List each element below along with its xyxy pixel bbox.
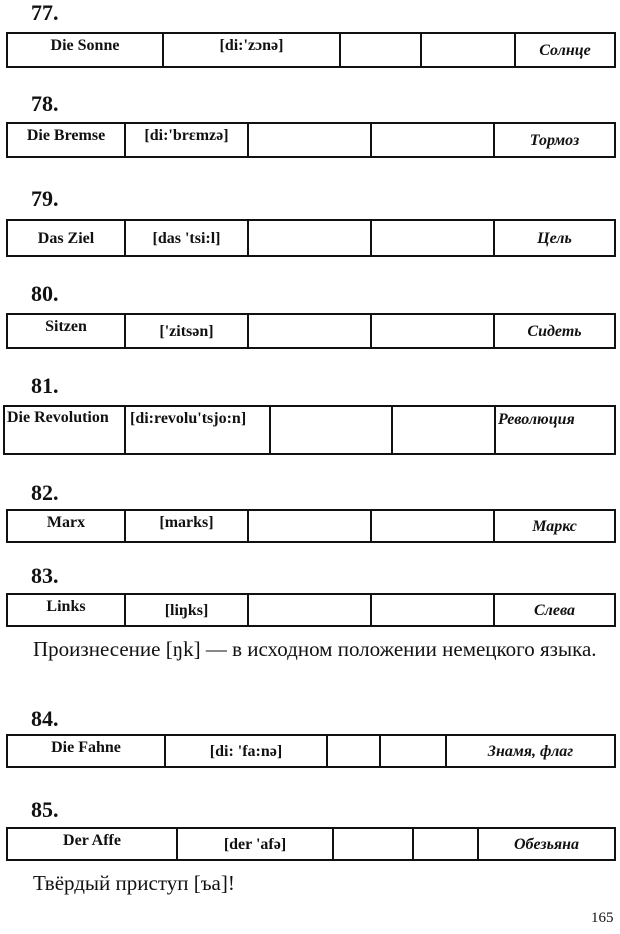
translation: Обезьяна [478, 828, 615, 860]
entry-number: 77. [31, 0, 59, 25]
translation: Маркс [494, 510, 615, 542]
entry-number: 83. [31, 563, 59, 588]
german-word: Die Fahne [7, 735, 165, 767]
blank-cell [413, 828, 478, 860]
blank-cell [371, 220, 494, 256]
entry-number: 80. [31, 281, 59, 306]
blank-cell [371, 123, 494, 157]
word-table [6, 32, 616, 68]
blank-cell [248, 594, 371, 626]
word-table [6, 219, 616, 257]
word-table [3, 405, 616, 455]
translation: Тормоз [494, 123, 615, 157]
entry-number: 79. [31, 186, 59, 211]
blank-cell [248, 510, 371, 542]
transcription: [di: 'fa:nə] [165, 735, 327, 767]
translation: Революция [495, 406, 615, 454]
transcription: ['zitsən] [125, 314, 248, 348]
word-table [6, 313, 616, 349]
transcription: [di:'brɛmzə] [125, 123, 248, 157]
translation: Солнце [515, 33, 615, 67]
blank-cell [248, 220, 371, 256]
german-word: Die Sonne [7, 33, 163, 67]
blank-cell [327, 735, 380, 767]
translation: Слева [494, 594, 615, 626]
blank-cell [371, 314, 494, 348]
german-word: Die Bremse [7, 123, 125, 157]
transcription: [marks] [125, 510, 248, 542]
blank-cell [270, 406, 392, 454]
transcription: [das 'tsi:l] [125, 220, 248, 256]
entry-number: 81. [31, 373, 59, 398]
translation: Сидеть [494, 314, 615, 348]
blank-cell [421, 33, 515, 67]
word-table [6, 122, 616, 158]
transcription: [di:revolu'tsjo:n] [125, 406, 270, 454]
blank-cell [392, 406, 495, 454]
blank-cell [340, 33, 421, 67]
german-word: Die Revolution [4, 406, 125, 454]
word-table [6, 734, 616, 768]
german-word: Sitzen [7, 314, 125, 348]
word-table [6, 509, 616, 543]
glottal-stop-note: Твёрдый приступ [ъа]! [33, 871, 235, 895]
entry-number: 84. [31, 706, 59, 731]
blank-cell [371, 594, 494, 626]
entry-number: 85. [31, 797, 59, 822]
page-number: 165 [591, 910, 614, 926]
german-word: Der Affe [7, 828, 177, 860]
blank-cell [248, 123, 371, 157]
german-word: Marx [7, 510, 125, 542]
pronunciation-note: Произнесение [ŋk] — в исходном положении немецкого языка. [33, 637, 597, 661]
translation: Знамя, флаг [446, 735, 615, 767]
word-table [6, 593, 616, 627]
blank-cell [248, 314, 371, 348]
german-word: Links [7, 594, 125, 626]
word-table [6, 827, 616, 861]
transcription: [liŋks] [125, 594, 248, 626]
transcription: [di:'zɔnə] [163, 33, 340, 67]
translation: Цель [494, 220, 615, 256]
transcription: [der 'afə] [177, 828, 333, 860]
blank-cell [380, 735, 446, 767]
entry-number: 78. [31, 91, 59, 116]
german-word: Das Ziel [7, 220, 125, 256]
blank-cell [333, 828, 413, 860]
blank-cell [371, 510, 494, 542]
entry-number: 82. [31, 480, 59, 505]
